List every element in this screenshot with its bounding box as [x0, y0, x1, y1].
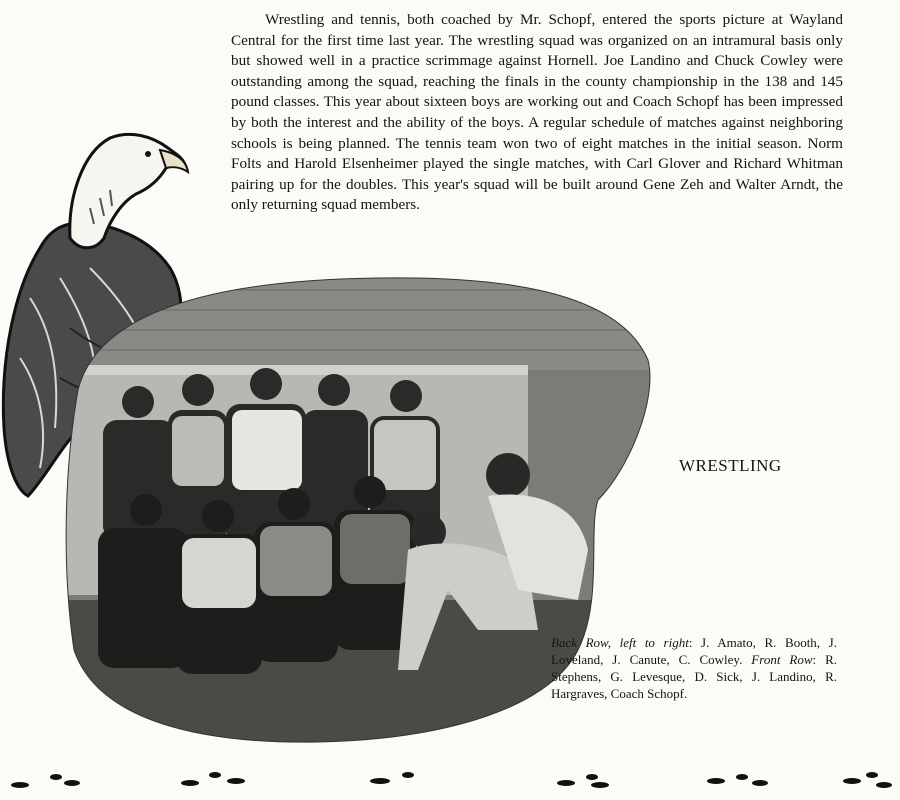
article-text: Wrestling and tennis, both coached by Mr. Schopf, entered the sports picture at Wayland Central for the first time last year. The wrestling squad was organized on an intramural basis only but showed well in a practice scrimmage against Hornell. Joe Landino and Chuck Cowley were outstanding among the squad, reaching the finals in the county championship in the 138 and 145 pound classes. This year about sixteen boys are working out and Coach Schopf has been impressed by both the interest and the ability of the boys. A regular schedule of matches against neighboring schools is being planned. The tennis team won two of eight matches in the initial season. Norm Folts and Harold Elsenheimer played the single matches, with Carl Glover and Richard Whitman pairing up for the doubles. This year's squad will be built around Gene Zeh and Walter Arndt, the only returning squad members. [231, 11, 843, 214]
front-row-label: Front Row [751, 652, 813, 667]
section-heading: WRESTLING [679, 456, 782, 475]
photo-caption [551, 634, 837, 702]
footer-dash-ornament [0, 765, 900, 795]
back-row-names: : J. Amato, R. Booth, J. Loveland, J. Canute, C. Cowley. [551, 635, 837, 667]
front-row-names: : R. Stephens, G. Levesque, D. Sick, J. Landino, R. Hargraves, Coach Schopf. [551, 652, 837, 701]
back-row-label: Back Row, left to right [551, 635, 689, 650]
